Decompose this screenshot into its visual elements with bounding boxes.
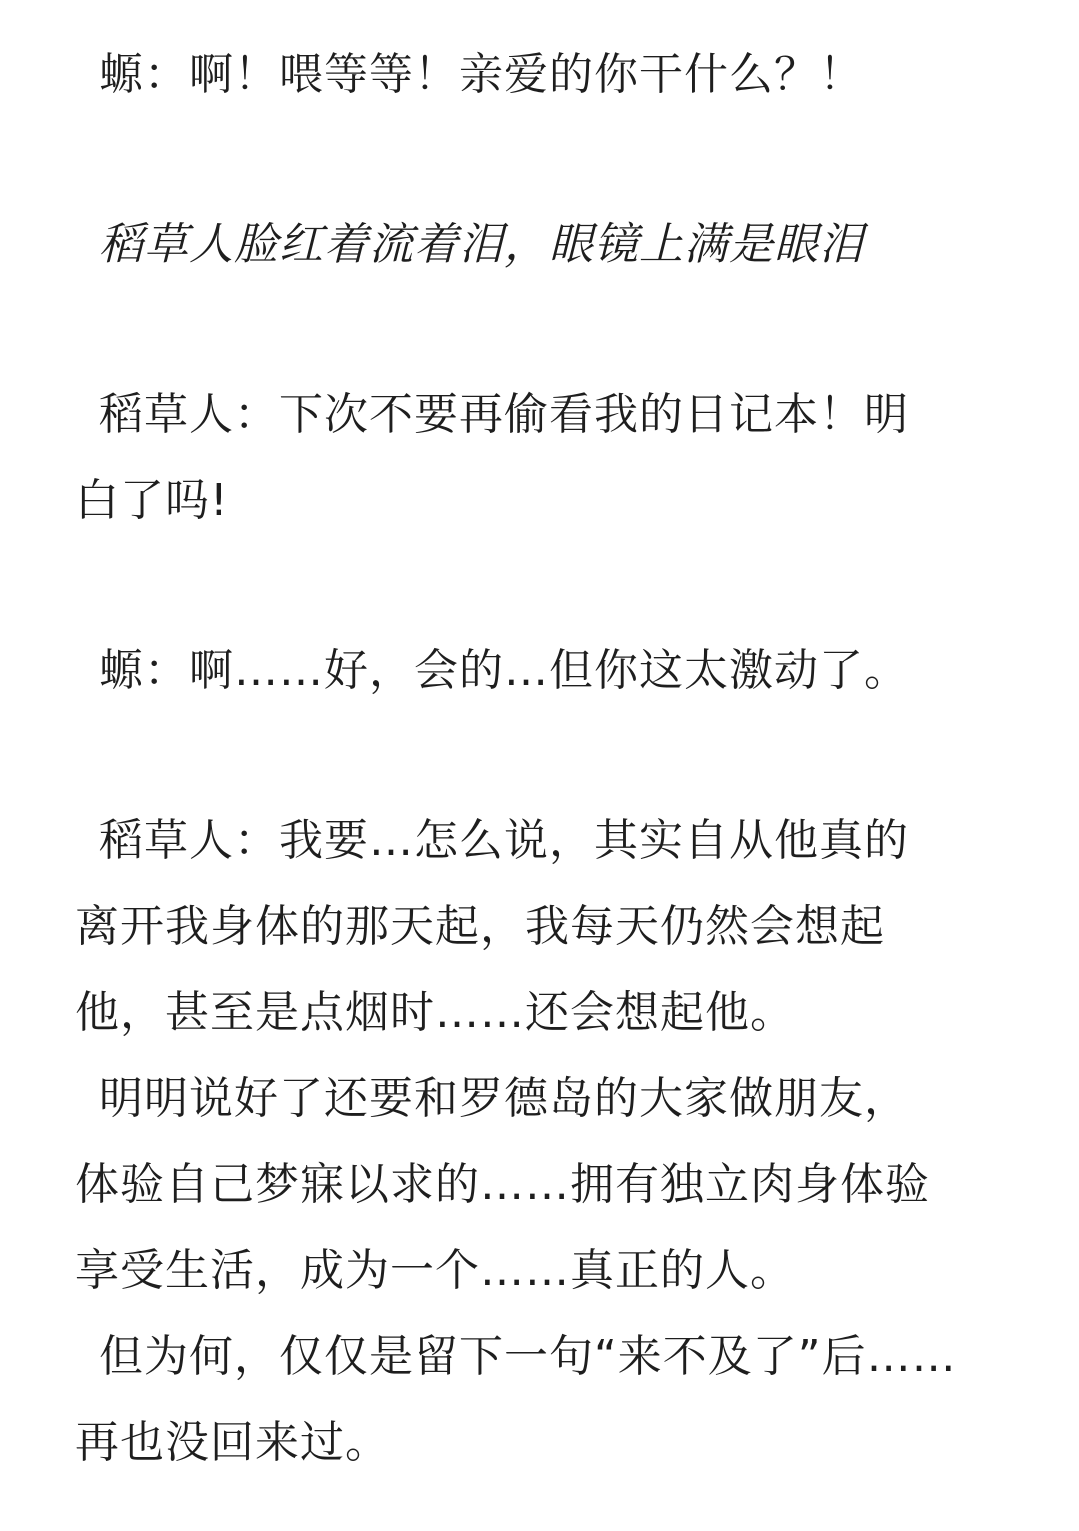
monologue-paragraph [75, 1314, 1015, 1486]
paragraph-line: 但为何，仅仅是留下一句“来不及了”后…… [99, 1331, 957, 1382]
paragraph-line: 他，甚至是点烟时……还会想起他。 [75, 987, 795, 1038]
dialogue-paragraph [75, 372, 1015, 544]
monologue-paragraph [75, 1056, 1015, 1314]
paragraph-line: 享受生活，成为一个……真正的人。 [75, 1245, 795, 1296]
paragraph-text: 螈：啊！喂等等！亲爱的你干什么？！ [99, 49, 864, 100]
paragraph-text: 稻草人脸红着流着泪，眼镜上满是眼泪 [99, 219, 864, 270]
paragraph-line: 稻草人：下次不要再偷看我的日记本！明 [99, 389, 909, 440]
paragraph-line: 稻草人：我要…怎么说，其实自从他真的 [99, 815, 909, 866]
paragraph-text: 螈：啊……好，会的…但你这太激动了。 [99, 645, 909, 696]
paragraph-line: 离开我身体的那天起，我每天仍然会想起 [75, 901, 885, 952]
paragraph-line: 体验自己梦寐以求的……拥有独立肉身体验 [75, 1159, 930, 1210]
dialogue-line [75, 628, 1015, 714]
paragraph-line: 再也没回来过。 [75, 1417, 390, 1468]
paragraph-line: 白了吗! [75, 475, 229, 526]
dialogue-line [75, 32, 1015, 118]
narration-line [75, 202, 1015, 288]
dialogue-paragraph [75, 798, 1015, 1056]
paragraph-line: 明明说好了还要和罗德岛的大家做朋友， [99, 1073, 909, 1124]
